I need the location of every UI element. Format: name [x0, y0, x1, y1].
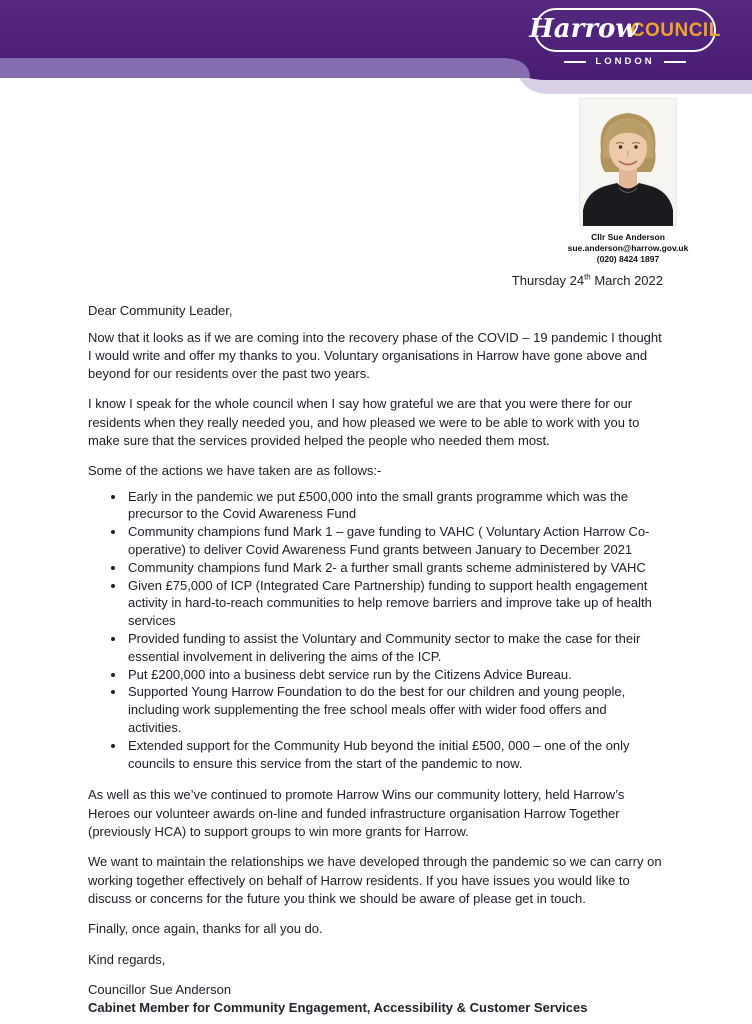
logo-rule-left [564, 61, 586, 63]
portrait-photo [579, 98, 677, 226]
action-item: • Given £75,000 of ICP (Integrated Care Partnership) funding to support health engagement activity in hard-to-reach communities to help remove barriers and improve take up of health services [126, 577, 659, 630]
date-suffix: March 2022 [590, 273, 663, 288]
closing-paragraph-3: Finally, once again, thanks for all you do. [88, 921, 323, 937]
logo-caps-text: COUNCIL [630, 19, 721, 41]
logo-oval-outline [529, 8, 721, 52]
logo-script-text: Harrow [529, 14, 638, 44]
closing-paragraph-1: As well as this we’ve continued to promote Harrow Wins our community lottery, held Harrow’s Heroes our volunteer awards on-line and funded infrastructure organisation Harrow Together (previously HCA) to support groups to win more grants for Harrow. [88, 787, 625, 840]
header-banner [0, 0, 752, 95]
action-item: • Community champions fund Mark 1 – gave funding to VAHC ( Voluntary Action Harrow Co-operative) to deliver Covid Awareness Fund grants between January to December 2021 [126, 523, 659, 559]
logo-london-row [534, 56, 716, 67]
official-phone: (020) 8424 1897 [596, 254, 660, 264]
intro-paragraph-1: Now that it looks as if we are coming into the recovery phase of the COVID – 19 pandemic I thought I would write and offer my thanks to you. Voluntary organisations in Harrow have gone above and beyond for our residents over the past two years. [88, 329, 662, 382]
action-item: • Extended support for the Community Hub beyond the initial £500, 000 – one of the only councils to ensure this service from the start of the pandemic to now. [126, 737, 659, 773]
signature-title: Cabinet Member for Community Engagement, Accessibility & Customer Services [88, 1000, 588, 1016]
logo-city-text: LONDON [591, 56, 658, 67]
salutation: Dear Community Leader, [88, 303, 233, 319]
harrow-council-logo [529, 8, 721, 67]
header-medium-band [0, 58, 530, 78]
date-prefix: Thursday 24 [511, 273, 585, 288]
action-item: • Supported Young Harrow Foundation to do the best for our children and young people, including work supplementing the free school meals offer with wider food offers and activities. [126, 683, 659, 736]
action-item: • Community champions fund Mark 2- a further small grants scheme administered by VAHC [126, 559, 659, 577]
letter-date [88, 272, 664, 290]
official-contact-block [552, 98, 704, 265]
closing-paragraph-2: We want to maintain the relationships we have developed through the pandemic so we can carry on working together effectively on behalf of Harrow residents. If you have issues you would like to discuss or concerns for the future you think we should be aware of please get in touch. [88, 854, 662, 906]
official-email: sue.anderson@harrow.gov.uk [567, 243, 689, 253]
actions-intro: Some of the actions we have taken are as follows:- [88, 463, 382, 479]
signature-name: Councillor Sue Anderson [88, 981, 232, 997]
action-item: • Put £200,000 into a business debt service run by the Citizens Advice Bureau. [126, 666, 659, 684]
letter-body [88, 272, 665, 1017]
intro-paragraph-2: I know I speak for the whole council when I say how grateful we are that you were there for our residents when they really needed you, and how pleased we were to be able to work with you to make sure that the services provided helped the people who needed them most. [88, 396, 640, 449]
signoff: Kind regards, [88, 951, 166, 967]
official-name: Cllr Sue Anderson [591, 232, 665, 242]
date-ordinal: th [584, 272, 591, 282]
action-item: • Early in the pandemic we put £500,000 into the small grants programme which was the precursor to the Covid Awareness Fund [126, 488, 659, 524]
action-item: • Provided funding to assist the Voluntary and Community sector to make the case for their essential involvement in delivering the aims of the ICP. [126, 630, 659, 666]
logo-rule-right [664, 61, 686, 63]
actions-list [88, 488, 665, 773]
